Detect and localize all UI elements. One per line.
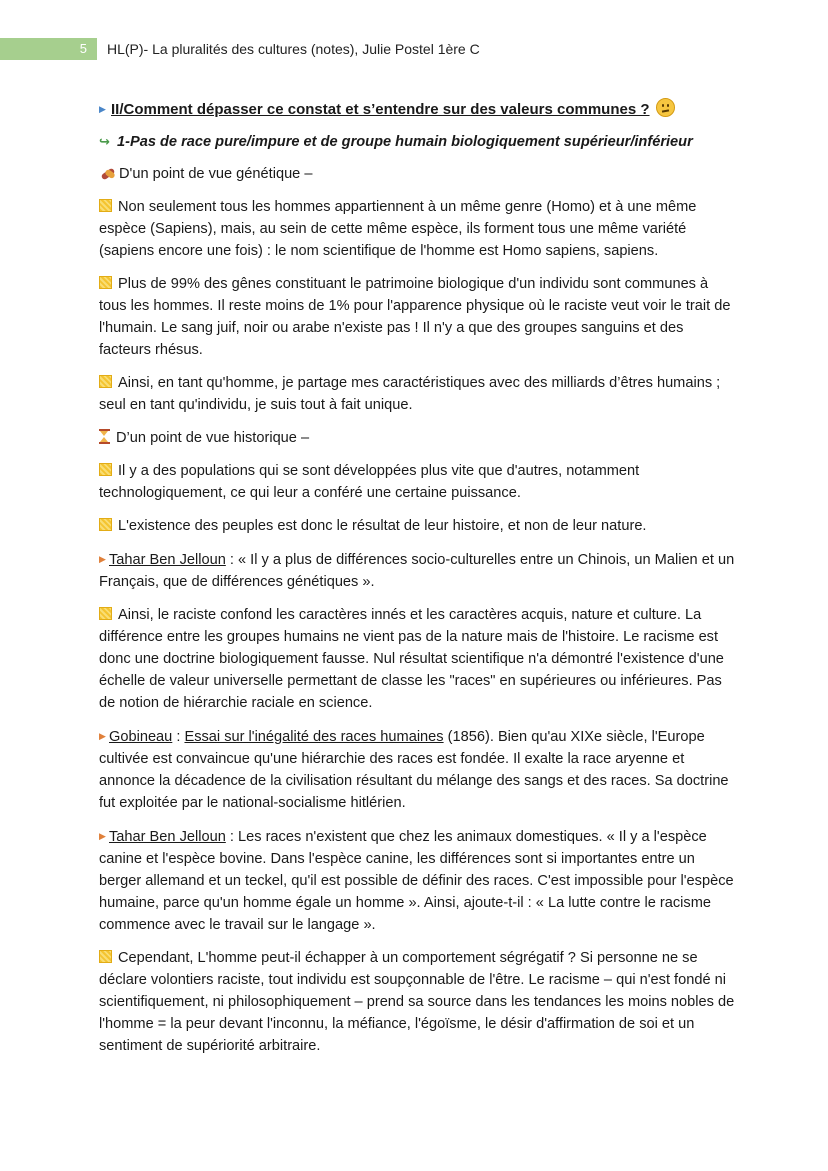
curved-arrow-icon: ↪ [99, 134, 110, 149]
square-bullet-icon [99, 276, 112, 289]
paragraph: Cependant, L'homme peut-il échapper à un comportement ségrégatif ? Si personne ne se déclare volontiers raciste, tout individu est soupçonnable de l'être. Le racisme – qui n'est fondé ni scientifiquement, ni philosophiquement – prend sa source dans les tendances les moins nobles de l'homme = la peur devant l'inconnu, la méfiance, l'égoïsme, le désir d'affirmation de soi et un sentiment de supériorité arbitraire. [99, 950, 735, 1054]
section-heading: ▶ II/Comment dépasser ce constat et s’entendre sur des valeurs communes ? [99, 98, 735, 121]
page-header [0, 38, 828, 60]
confused-face-icon [656, 98, 675, 117]
square-bullet-icon [99, 199, 112, 212]
square-bullet-icon [99, 950, 112, 963]
triangle-bullet-icon: ▶ [99, 831, 106, 841]
triangle-bullet-icon: ▶ [99, 731, 106, 741]
page-number: 5 [0, 38, 97, 60]
dna-icon [99, 167, 117, 180]
square-bullet-icon [99, 463, 112, 476]
work-title: Essai sur l'inégalité des races humaines [184, 729, 444, 745]
square-bullet-icon [99, 607, 112, 620]
subsection-heading: ↪ 1-Pas de race pure/impure et de groupe humain biologiquement supérieur/inférieur [99, 131, 735, 153]
document-body [99, 98, 735, 1068]
author-name: Gobineau [109, 729, 173, 745]
paragraph: Ainsi, le raciste confond les caractères innés et les caractères acquis, nature et culture. La différence entre les groupes humains ne vient pas de la nature mais de l'histoire. Le racisme est donc une doctrine biologiquement fausse. Nul résultat scientifique n'a démontré l'existence d'une échelle de valeur universelle permettant de classe les "races" en supérieures ou inférieures. Pas de notion de hiérarchie raciale en science. [99, 607, 724, 711]
paragraph: Non seulement tous les hommes appartiennent à un même genre (Homo) et à une même espèce (Sapiens), mais, au sein de cette même espèce, ils forment tous une même variété (sapiens encore une fois) : le nom scientifique de l'homme est Homo sapiens, sapiens. [99, 199, 697, 259]
square-bullet-icon [99, 375, 112, 388]
quote-paragraph: ▶ Tahar Ben Jelloun : Les races n'existent que chez les animaux domestiques. « Il y a l'espèce canine et l'espèce bovine. Dans l'espèce canine, les différences sont si importantes entre un berger allemand et un teckel, qu'il est possible de définir des races. C'est impossible pour l'espèce humaine, parce qu'un homme égale un homme ». Ainsi, ajoute-t-il : « La lutte contre le racisme commence avec le travail sur le langage ». [99, 825, 735, 936]
square-bullet-icon [99, 518, 112, 531]
author-name: Tahar Ben Jelloun [109, 829, 226, 845]
triangle-bullet-icon: ▶ [99, 104, 106, 114]
triangle-bullet-icon: ▶ [99, 554, 106, 564]
paragraph: L'existence des peuples est donc le résultat de leur histoire, et non de leur nature. [99, 515, 735, 537]
hourglass-icon [99, 429, 110, 444]
header-title: HL(P)- La pluralités des cultures (notes), Julie Postel 1ère C [107, 41, 480, 57]
genetic-label: D'un point de vue génétique – [99, 163, 735, 185]
historical-label: D’un point de vue historique – [99, 427, 735, 449]
gobineau-paragraph: ▶ Gobineau : Essai sur l'inégalité des races humaines (1856). Bien qu'au XIXe siècle, l'Europe cultivée est convaincue qu'une hiérarchie des races est fondée. Il exalte la race aryenne et annonce la décadence de la civilisation résultant du mélange des sangs et des races. Sa doctrine fut exploitée par le national-socialisme hitlérien. [99, 725, 735, 814]
paragraph: Plus de 99% des gênes constituant le patrimoine biologique d'un individu sont communes à tous les hommes. Il reste moins de 1% pour l'apparence physique où le raciste veut voir le trait de l'humain. Le sang juif, noir ou arabe n'existe pas ! Il n'y a que des groupes sanguins et des facteurs rhésus. [99, 276, 731, 358]
author-name: Tahar Ben Jelloun [109, 552, 226, 568]
paragraph: Il y a des populations qui se sont développées plus vite que d'autres, notamment technologiquement, ce qui leur a conféré une certaine puissance. [99, 463, 640, 501]
quote-paragraph: ▶ Tahar Ben Jelloun : « Il y a plus de différences socio-culturelles entre un Chinois, un Malien et un Français, que de différences génétiques ». [99, 548, 735, 593]
paragraph: Ainsi, en tant qu'homme, je partage mes caractéristiques avec des milliards d’êtres humains ; seul en tant qu'individu, je suis tout à fait unique. [99, 375, 721, 413]
